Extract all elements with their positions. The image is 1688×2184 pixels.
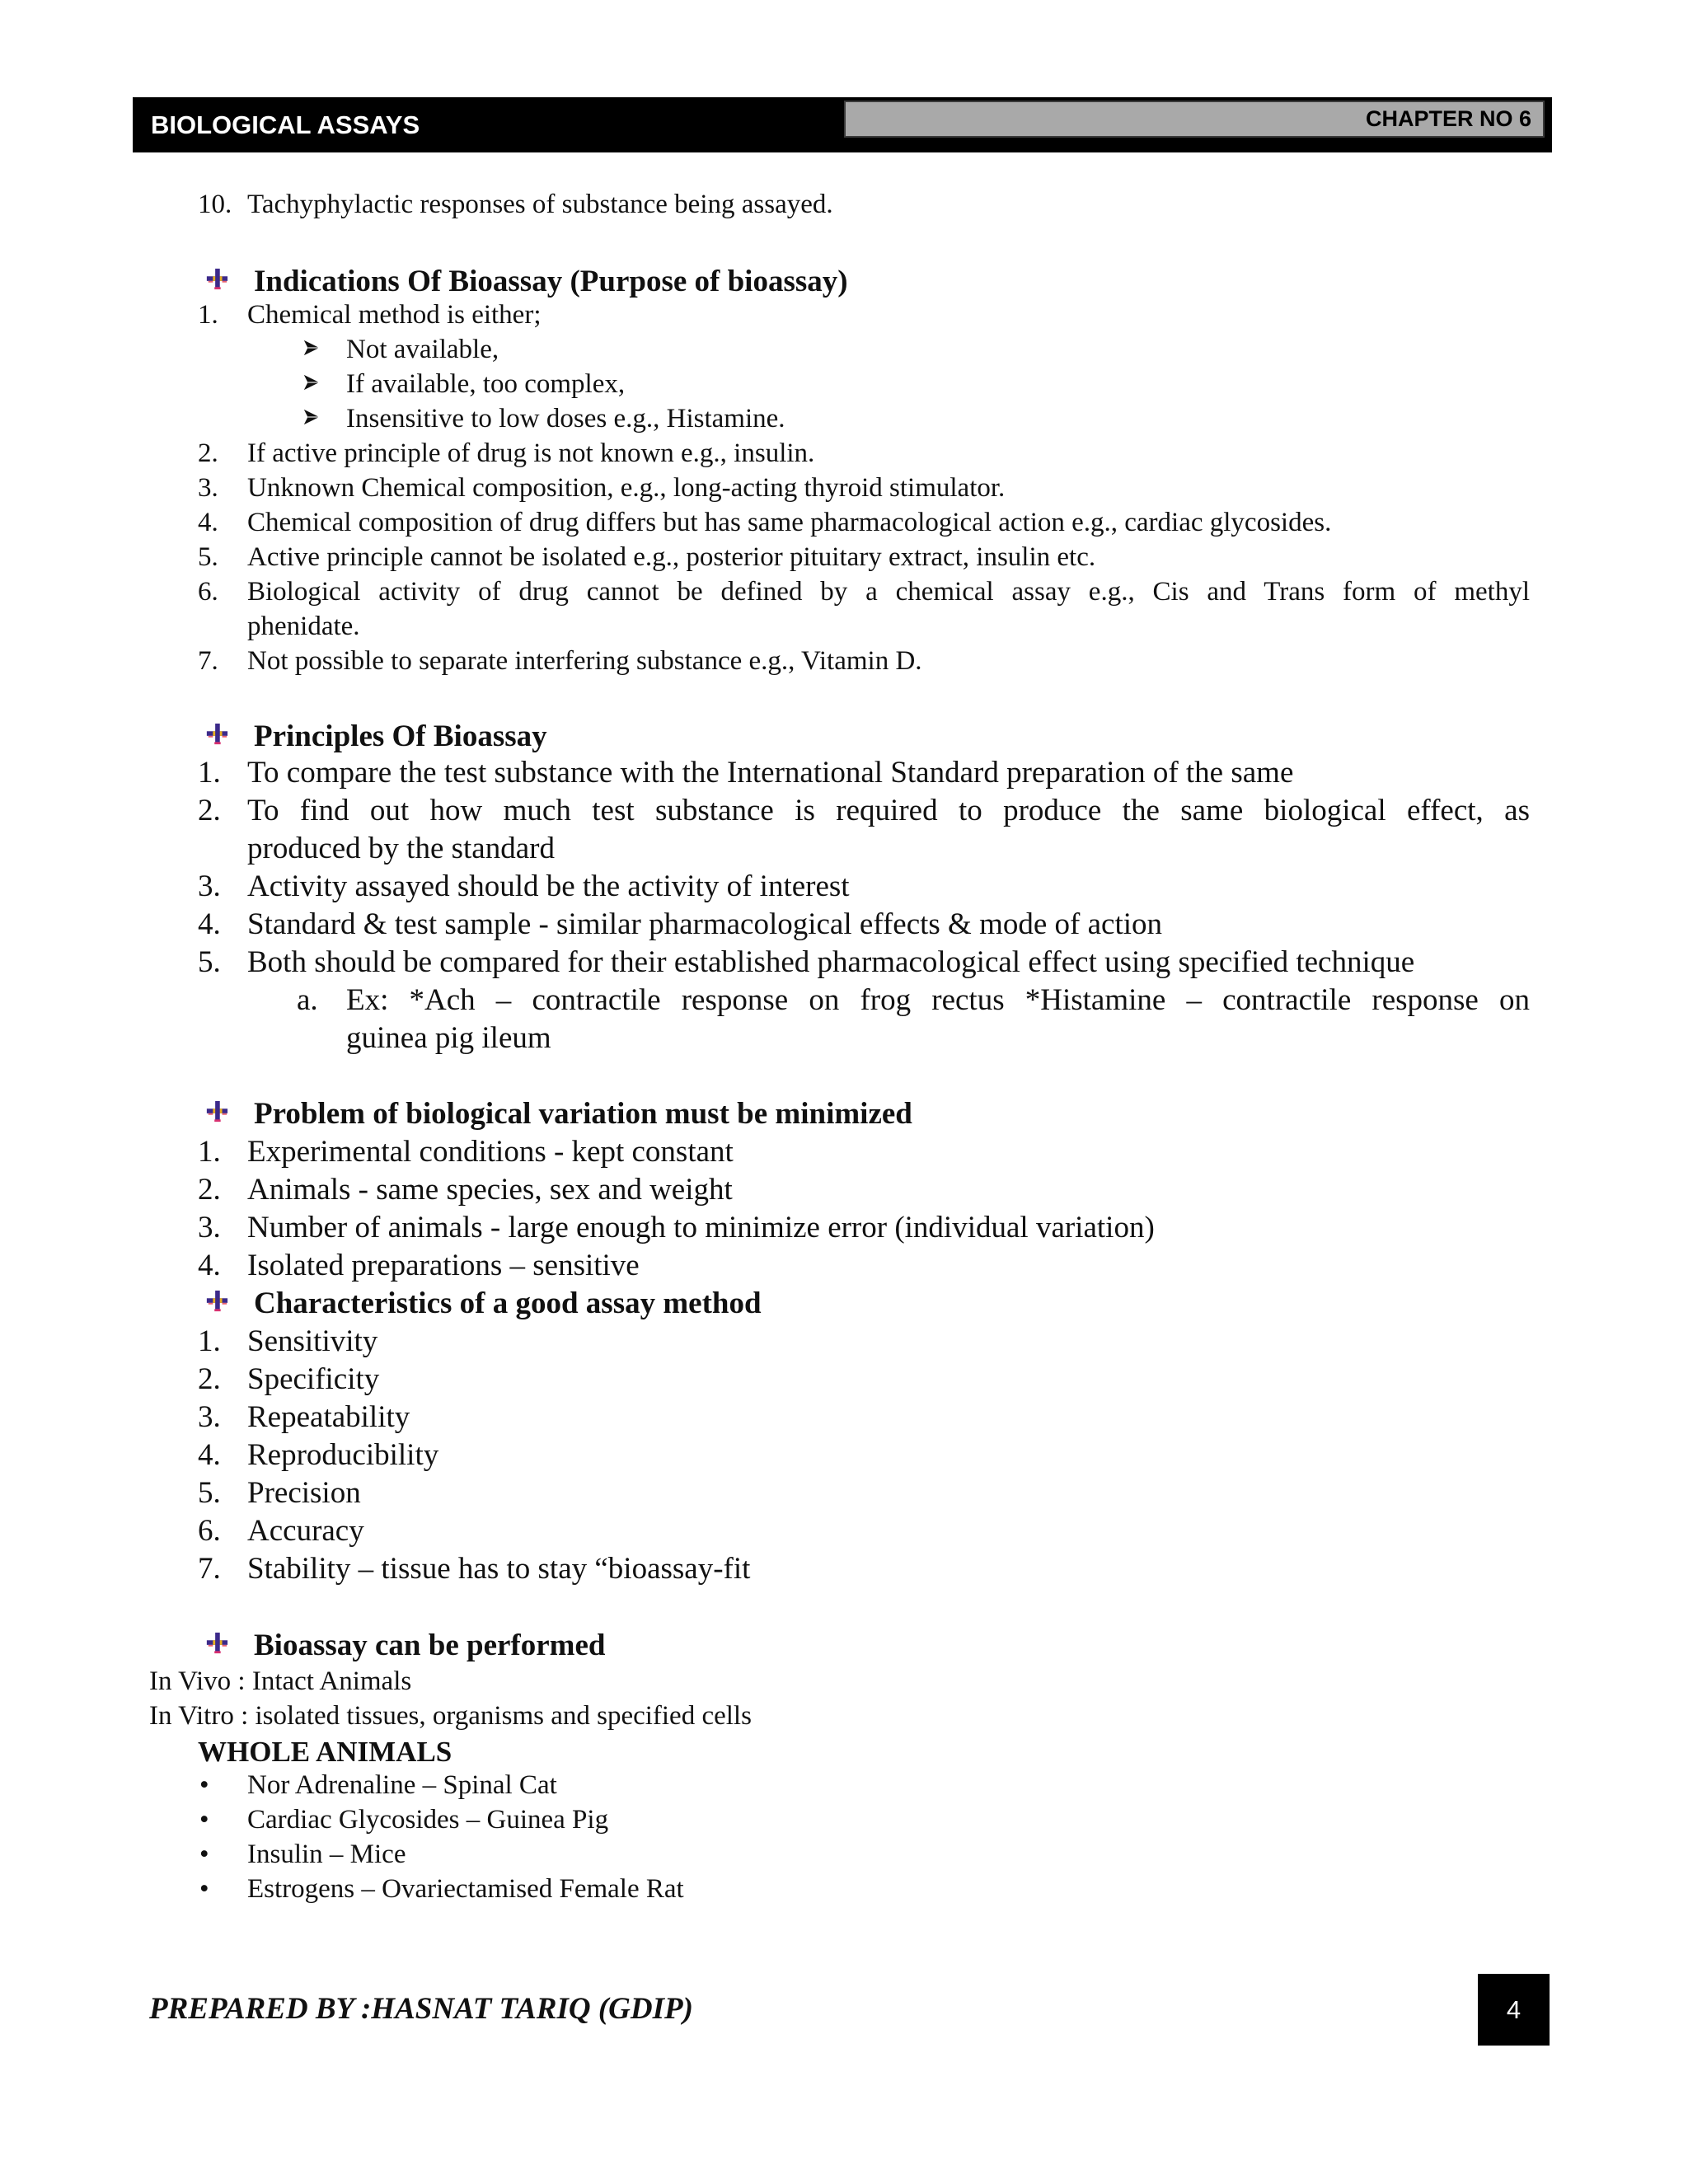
list-number: 7. xyxy=(198,646,218,676)
bullet-dot-icon: • xyxy=(199,1770,209,1800)
section-heading: Indications Of Bioassay (Purpose of bioassay) xyxy=(254,265,848,298)
list-number: 4. xyxy=(198,508,218,537)
list-item-text: To compare the test substance with the International Standard preparation of the same xyxy=(247,756,1294,790)
list-number: 3. xyxy=(198,1400,221,1434)
list-number: 3. xyxy=(198,869,221,903)
list-item-text: Isolated preparations – sensitive xyxy=(247,1249,640,1282)
plus-bullet-icon xyxy=(205,1100,228,1123)
list-item-text: To find out how much test substance is required to produce the same biological effect, as xyxy=(247,794,1530,827)
arrow-bullet-icon xyxy=(302,373,321,391)
list-item-text: Chemical composition of drug differs but has same pharmacological action e.g., cardiac glycosides. xyxy=(247,508,1332,537)
list-number: 5. xyxy=(198,945,221,979)
list-item-text: Both should be compared for their established pharmacological effect using specified technique xyxy=(247,945,1415,979)
arrow-bullet-icon xyxy=(302,408,321,426)
list-item-continuation: produced by the standard xyxy=(247,832,555,865)
list-item-text: Unknown Chemical composition, e.g., long-acting thyroid stimulator. xyxy=(247,473,1006,503)
bullet-dot-icon: • xyxy=(199,1840,209,1869)
page-number: 4 xyxy=(1478,1974,1550,2046)
list-number: 2. xyxy=(198,438,218,468)
list-item-text: Specificity xyxy=(247,1362,380,1396)
list-item-text: Tachyphylactic responses of substance being assayed. xyxy=(247,190,833,219)
list-item-text: Animals - same species, sex and weight xyxy=(247,1173,733,1207)
list-item-text: Chemical method is either; xyxy=(247,300,542,330)
list-item-text: Activity assayed should be the activity of interest xyxy=(247,869,850,903)
list-item-text: If active principle of drug is not known e.g., insulin. xyxy=(247,438,815,468)
list-number: 4. xyxy=(198,1438,221,1472)
plus-bullet-icon xyxy=(205,723,228,746)
list-number: 2. xyxy=(198,1173,221,1207)
list-item-text: Biological activity of drug cannot be defined by a chemical assay e.g., Cis and Trans form of methyl xyxy=(247,577,1530,607)
list-letter: a. xyxy=(297,983,318,1017)
sub-item-text: If available, too complex, xyxy=(346,369,626,399)
in-vitro-text: In Vitro : isolated tissues, organisms and specified cells xyxy=(149,1701,752,1731)
list-number: 1. xyxy=(198,1135,221,1169)
bullet-dot-icon: • xyxy=(199,1874,209,1904)
list-number: 5. xyxy=(198,1476,221,1510)
list-number: 10. xyxy=(198,190,232,219)
list-item-text: Accuracy xyxy=(247,1514,364,1548)
list-number: 5. xyxy=(198,542,218,572)
list-number: 4. xyxy=(198,907,221,941)
in-vivo-text: In Vivo : Intact Animals xyxy=(149,1666,412,1696)
section-heading: Bioassay can be performed xyxy=(254,1629,606,1662)
list-item-text: Number of animals - large enough to minimize error (individual variation) xyxy=(247,1211,1155,1244)
list-item-text: Precision xyxy=(247,1476,361,1510)
list-item-continuation: phenidate. xyxy=(247,612,360,641)
list-number: 2. xyxy=(198,1362,221,1396)
sub-item-text: Ex: *Ach – contractile response on frog rectus *Histamine – contractile response on xyxy=(346,983,1530,1017)
list-item-text: Sensitivity xyxy=(247,1324,378,1358)
sub-item-continuation: guinea pig ileum xyxy=(346,1021,551,1055)
list-number: 1. xyxy=(198,300,218,330)
list-number: 6. xyxy=(198,1514,221,1548)
page-header xyxy=(133,97,1552,152)
arrow-bullet-icon xyxy=(302,339,321,357)
list-number: 7. xyxy=(198,1552,221,1586)
section-heading: Principles Of Bioassay xyxy=(254,719,547,753)
list-number: 6. xyxy=(198,577,218,607)
list-number: 1. xyxy=(198,1324,221,1358)
chapter-label: CHAPTER NO 6 xyxy=(1365,106,1531,131)
list-item-text: Not possible to separate interfering substance e.g., Vitamin D. xyxy=(247,646,922,676)
plus-bullet-icon xyxy=(205,268,228,291)
plus-bullet-icon xyxy=(205,1290,228,1313)
chapter-box xyxy=(844,101,1545,138)
whole-animals-heading: WHOLE ANIMALS xyxy=(198,1736,452,1768)
section-heading: Problem of biological variation must be minimized xyxy=(254,1097,912,1131)
list-item-text: Standard & test sample - similar pharmacological effects & mode of action xyxy=(247,907,1162,941)
section-heading: Characteristics of a good assay method xyxy=(254,1286,762,1320)
list-item-text: Experimental conditions - kept constant xyxy=(247,1135,734,1169)
header-title: BIOLOGICAL ASSAYS xyxy=(151,110,420,139)
list-item-text: Active principle cannot be isolated e.g., posterior pituitary extract, insulin etc. xyxy=(247,542,1096,572)
sub-item-text: Not available, xyxy=(346,335,499,364)
list-number: 3. xyxy=(198,1211,221,1244)
list-number: 3. xyxy=(198,473,218,503)
list-item-text: Reproducibility xyxy=(247,1438,439,1472)
bullet-item-text: Nor Adrenaline – Spinal Cat xyxy=(247,1770,557,1800)
bullet-item-text: Insulin – Mice xyxy=(247,1840,406,1869)
list-number: 4. xyxy=(198,1249,221,1282)
sub-item-text: Insensitive to low doses e.g., Histamine. xyxy=(346,404,785,434)
bullet-dot-icon: • xyxy=(199,1805,209,1835)
bullet-item-text: Estrogens – Ovariectamised Female Rat xyxy=(247,1874,684,1904)
bullet-item-text: Cardiac Glycosides – Guinea Pig xyxy=(247,1805,609,1835)
list-number: 1. xyxy=(198,756,221,790)
list-item-text: Stability – tissue has to stay “bioassay-fit xyxy=(247,1552,751,1586)
plus-bullet-icon xyxy=(205,1632,228,1655)
list-item-text: Repeatability xyxy=(247,1400,410,1434)
footer-prepared-by: PREPARED BY :HASNAT TARIQ (GDIP) xyxy=(149,1992,693,2026)
list-number: 2. xyxy=(198,794,221,827)
